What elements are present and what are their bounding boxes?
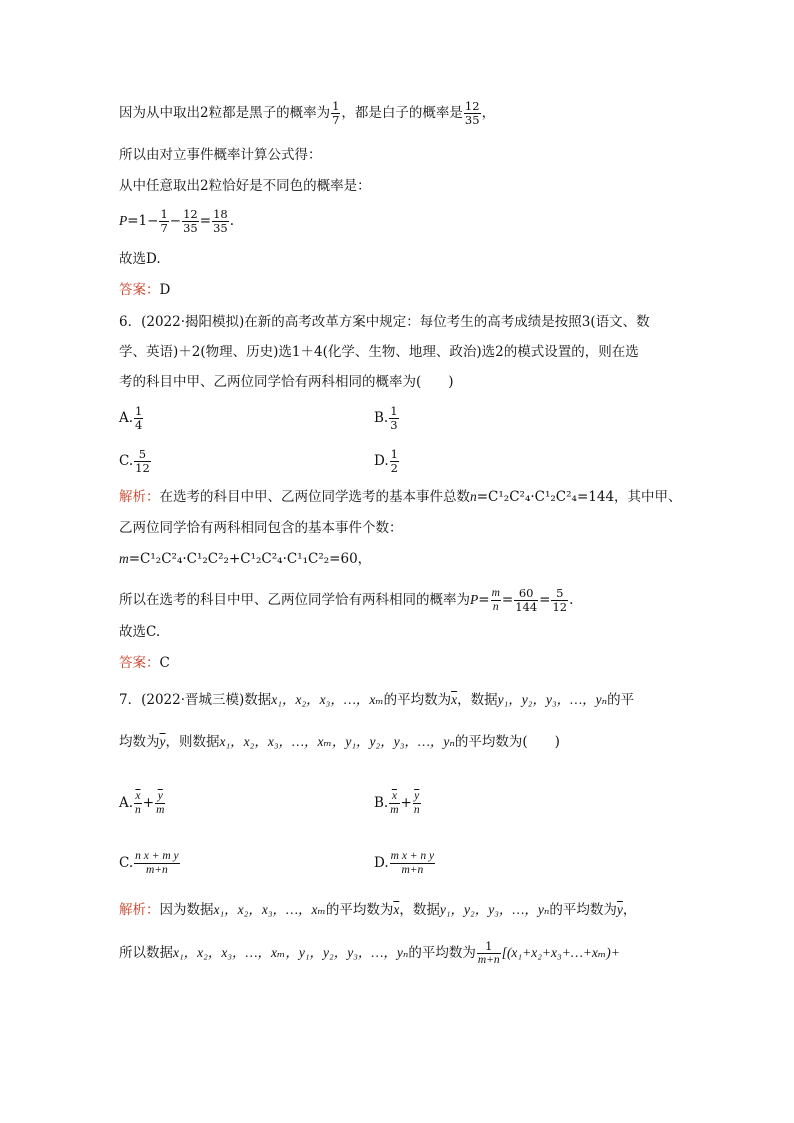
text: = bbox=[539, 592, 551, 608]
sequence-x: x₁，x₂，x₃，…，xₘ bbox=[213, 902, 326, 917]
denominator: 144 bbox=[515, 600, 538, 614]
numerator: 60 bbox=[514, 587, 538, 601]
text: − bbox=[169, 213, 182, 229]
answer-value: C bbox=[159, 655, 170, 671]
option-label: C. bbox=[119, 855, 134, 871]
text: 7．(2022·晋城三模)数据 bbox=[119, 692, 272, 708]
numerator: m bbox=[491, 587, 500, 599]
text: 的平均数为 bbox=[325, 902, 394, 918]
fraction bbox=[134, 790, 142, 817]
y-bar: $\overline{y}$ bbox=[616, 902, 623, 917]
denominator: 35 bbox=[213, 221, 228, 235]
q6-stem-3: 考的科目中甲、乙两位同学恰有两科相同的概率为( ) bbox=[119, 374, 454, 390]
numerator: 5 bbox=[551, 587, 568, 601]
text: 在选考的科目中甲、乙两位同学选考的基本事件总数 bbox=[159, 489, 470, 505]
fraction bbox=[413, 790, 421, 817]
fraction bbox=[331, 100, 340, 127]
numerator: 1 bbox=[390, 404, 398, 418]
option-label: B. bbox=[374, 795, 389, 811]
sum-expression: [(x₁+x₂+x₃+…+xₘ)+ bbox=[501, 945, 620, 960]
fraction bbox=[464, 100, 481, 127]
denominator: n bbox=[135, 804, 141, 816]
fraction bbox=[389, 790, 399, 817]
q6-answer bbox=[119, 653, 170, 673]
denominator: 2 bbox=[390, 461, 398, 475]
denominator: 4 bbox=[135, 418, 143, 432]
numerator: 1 bbox=[390, 447, 398, 461]
denominator: 12 bbox=[135, 461, 150, 475]
text: 的平均数为 bbox=[549, 902, 617, 918]
q6-choose: 故选C. bbox=[119, 624, 161, 640]
text: 的平均数为 bbox=[383, 692, 452, 708]
q6-solution-1 bbox=[119, 487, 682, 507]
q6-solution-2: 乙两位同学恰有两科相同包含的基本事件个数： bbox=[119, 520, 403, 536]
numerator: 5 bbox=[134, 448, 151, 462]
solution-line-1 bbox=[119, 100, 495, 127]
var-m: m bbox=[119, 551, 129, 566]
answer-value: D bbox=[159, 282, 171, 298]
sequence-y: y₁，y₂，y₃，…，yₙ bbox=[439, 902, 550, 917]
denominator: m+n bbox=[477, 954, 500, 966]
sequence-xy: x₁，x₂，x₃，…，xₘ，y₁，y₂，y₃，…，yₙ bbox=[173, 945, 409, 960]
x-bar: $\overline{x}$ bbox=[451, 692, 458, 707]
numerator: 18 bbox=[213, 207, 228, 221]
text: =C¹₂C²₄·C¹₂C²₂+C¹₂C²₄·C¹₁C²₂=60， bbox=[128, 551, 372, 567]
denominator: 7 bbox=[332, 113, 340, 127]
text: = bbox=[199, 213, 212, 229]
numerator: 12 bbox=[183, 207, 198, 221]
q7-solution-2 bbox=[119, 940, 620, 967]
plus: + bbox=[142, 795, 155, 811]
text: 所以在选考的科目中甲、乙两位同学恰有两科相同的概率为 bbox=[119, 592, 470, 608]
option-label: C. bbox=[119, 453, 134, 469]
option-label: B. bbox=[374, 410, 389, 426]
text: 均数为 bbox=[119, 734, 160, 750]
option-label: A. bbox=[119, 795, 134, 811]
answer-label: 答案： bbox=[119, 282, 160, 298]
text: 的平均数为( ) bbox=[454, 734, 560, 750]
var-p: P bbox=[470, 592, 479, 607]
solution-line-4 bbox=[119, 208, 234, 235]
denominator: 35 bbox=[183, 221, 198, 235]
numerator: 1 bbox=[160, 207, 168, 221]
solution-label: 解析： bbox=[119, 902, 160, 918]
q7-solution-1 bbox=[119, 900, 636, 920]
fraction bbox=[159, 208, 168, 235]
fraction bbox=[389, 405, 398, 432]
denominator: m bbox=[156, 804, 165, 816]
sequence-y: y₁，y₂，y₃，…，yₙ bbox=[497, 692, 608, 707]
fraction bbox=[390, 448, 399, 475]
sequence-xy: x₁，x₂，x₃，…，xₘ，y₁，y₂，y₃，…，yₙ bbox=[219, 734, 455, 749]
answer-line bbox=[119, 280, 170, 300]
fraction bbox=[212, 208, 229, 235]
denominator: 3 bbox=[390, 418, 398, 432]
text: . bbox=[569, 592, 574, 608]
numerator: $\overline{y}$ bbox=[414, 790, 420, 802]
q6-option-d bbox=[374, 448, 400, 475]
denominator: m+n bbox=[145, 864, 168, 876]
var-p: P bbox=[119, 213, 128, 228]
answer-label: 答案： bbox=[119, 655, 160, 671]
fraction bbox=[155, 790, 165, 817]
fraction bbox=[182, 208, 199, 235]
denominator: n bbox=[413, 804, 420, 816]
q6-stem-1: 6．(2022·揭阳模拟)在新的高考改革方案中规定：每位考生的高考成绩是按照3(语文、数 bbox=[119, 314, 650, 330]
x-bar: $\overline{x}$ bbox=[393, 902, 400, 917]
text: 因为从中取出2粒都是黑子的概率为 bbox=[119, 105, 331, 121]
numerator: 12 bbox=[464, 99, 480, 113]
numerator: $\overline{y}$ bbox=[155, 790, 165, 804]
q6-stem-2: 学、英语)＋2(物理、历史)选1＋4(化学、生物、地理、政治)选2的模式设置的，则在选 bbox=[119, 344, 639, 360]
solution-line-2: 所以由对立事件概率计算公式得： bbox=[119, 147, 322, 163]
text: = bbox=[478, 592, 490, 608]
denominator: m+n bbox=[401, 864, 424, 876]
numerator: 1 bbox=[135, 404, 143, 418]
denominator: n bbox=[492, 601, 499, 613]
q6-option-c bbox=[119, 448, 152, 475]
numerator: m x + n y bbox=[390, 850, 435, 862]
text: 因为数据 bbox=[159, 902, 214, 918]
text: ，则数据 bbox=[165, 734, 220, 750]
text: 的平 bbox=[607, 692, 635, 708]
q6-solution-4 bbox=[119, 587, 573, 614]
q6-option-a bbox=[119, 405, 144, 432]
fraction bbox=[514, 587, 538, 614]
text: 所以数据 bbox=[119, 945, 173, 961]
text: . bbox=[229, 213, 234, 229]
text: 的平均数为 bbox=[408, 945, 476, 961]
numerator: 1 bbox=[477, 940, 501, 954]
denominator: 7 bbox=[160, 221, 168, 235]
q7-stem-1 bbox=[119, 690, 634, 710]
text: =1− bbox=[127, 213, 159, 229]
q7-option-a bbox=[119, 790, 166, 817]
denominator: 12 bbox=[552, 600, 568, 614]
denominator: 35 bbox=[464, 113, 480, 127]
var-n: n bbox=[470, 489, 477, 504]
q7-option-d bbox=[374, 850, 436, 877]
solution-label: 解析： bbox=[119, 489, 160, 505]
fraction bbox=[477, 940, 501, 967]
fraction bbox=[134, 850, 180, 877]
text: ， bbox=[481, 105, 496, 121]
text: ，都是白子的概率是 bbox=[341, 105, 463, 121]
denominator: m bbox=[390, 804, 399, 816]
numerator: 1 bbox=[332, 99, 340, 113]
text: ，数据 bbox=[399, 902, 440, 918]
choose-line: 故选D. bbox=[119, 251, 161, 267]
solution-line-3: 从中任意取出2粒恰好是不同色的概率是： bbox=[119, 178, 371, 194]
sequence-x: x₁，x₂，x₃，…，xₘ bbox=[271, 692, 384, 707]
fraction bbox=[390, 850, 436, 877]
plus: + bbox=[400, 795, 412, 811]
fraction bbox=[134, 405, 143, 432]
text: =C¹₂C²₄·C¹₂C²₄=144，其中甲、 bbox=[476, 489, 682, 505]
fraction bbox=[551, 587, 568, 614]
numerator: n x + m y bbox=[135, 850, 179, 862]
option-label: D. bbox=[374, 453, 389, 469]
y-bar: $\overline{y}$ bbox=[159, 734, 166, 749]
fraction bbox=[491, 587, 501, 614]
option-label: D. bbox=[374, 855, 389, 871]
option-label: A. bbox=[119, 410, 134, 426]
q7-stem-2 bbox=[119, 732, 560, 752]
numerator: $\overline{x}$ bbox=[135, 790, 141, 802]
q7-option-c bbox=[119, 850, 181, 877]
text: ， bbox=[622, 902, 637, 918]
text: = bbox=[501, 592, 514, 608]
numerator: $\overline{x}$ bbox=[389, 790, 399, 804]
fraction bbox=[134, 448, 151, 475]
q7-option-b bbox=[374, 790, 422, 817]
q6-option-b bbox=[374, 405, 400, 432]
text: ，数据 bbox=[457, 692, 498, 708]
q6-solution-3 bbox=[119, 549, 371, 569]
